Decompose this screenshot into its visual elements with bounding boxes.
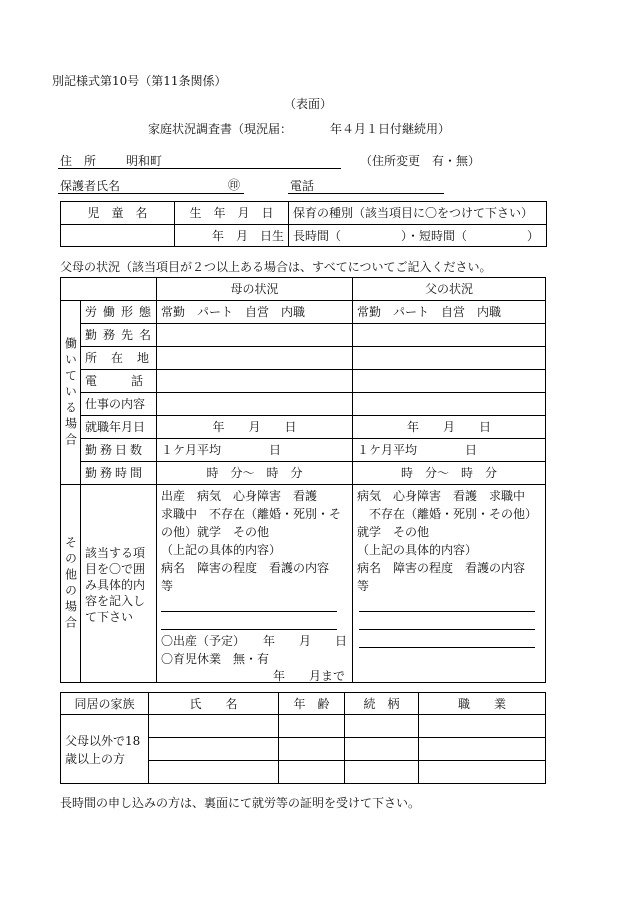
family-table [60, 692, 546, 784]
mother-hire-date[interactable]: 年 月 日 [157, 416, 353, 439]
mother-other-line: 病名 障害の程度 看護の内容 [161, 561, 330, 575]
family-row-label: 父母以外で18歳以上の方 [61, 715, 149, 784]
dob-field[interactable]: 年 月 日生 [175, 225, 289, 247]
row-label: 仕事の内容 [81, 393, 157, 416]
father-other-line: 病気 心身障害 看護 求職中 [357, 489, 526, 503]
father-employer[interactable] [353, 324, 546, 347]
family-occupation-field[interactable] [419, 738, 546, 761]
mother-other-line: 求職中 不存在（離婚・死別・そ [161, 507, 342, 521]
father-detail-line-1 [359, 611, 535, 612]
family-relation-field[interactable] [345, 738, 419, 761]
father-other-line: 就学 その他 [357, 525, 430, 539]
mother-other-line: の他）就学 その他 [161, 525, 270, 539]
family-relation-header: 続 柄 [345, 693, 419, 715]
mother-work-days[interactable]: １ケ月平均 日 [157, 439, 353, 462]
phone-label: 電話 [290, 179, 315, 193]
family-name-field[interactable] [149, 761, 279, 784]
family-header-label: 同居の家族 [61, 693, 149, 715]
family-occupation-header: 職 業 [419, 693, 546, 715]
row-label: 所在地 [81, 347, 157, 370]
father-phone[interactable] [353, 370, 546, 393]
row-label: 勤務先名 [81, 324, 157, 347]
dob-label: 生 年 月 日 [175, 202, 289, 225]
family-age-field[interactable] [279, 715, 345, 738]
mother-work-type[interactable]: 常勤 パート 自営 内職 [157, 301, 353, 324]
father-location[interactable] [353, 347, 546, 370]
childcare-leave-until: 年 月まで [273, 669, 346, 683]
phone-underline [288, 193, 444, 194]
footer-note: 長時間の申し込みの方は、裏面にて就労等の証明を受けて下さい。 [60, 796, 421, 810]
father-work-hours[interactable]: 時 分〜 時 分 [353, 462, 546, 485]
form-title: 家庭状況調査書（現況届： [148, 122, 293, 136]
father-other-cell[interactable] [353, 485, 546, 683]
form-number: 別記様式第10号（第11条関係） [52, 74, 227, 88]
parents-header-blank [61, 278, 157, 301]
mother-employer[interactable] [157, 324, 353, 347]
guardian-label: 保護者氏名 [60, 179, 121, 193]
family-occupation-field[interactable] [419, 761, 546, 784]
parents-note: 父母の状況（該当項目が２つ以上ある場合は、すべてについてご記入ください。 [60, 260, 492, 274]
father-header: 父の状況 [353, 278, 546, 301]
family-relation-field[interactable] [345, 715, 419, 738]
working-label: 働いている場合 [61, 301, 81, 485]
family-name-field[interactable] [149, 738, 279, 761]
mother-detail-line-2 [161, 629, 337, 630]
father-job-content[interactable] [353, 393, 546, 416]
address-underline [58, 168, 341, 169]
other-label: その他の場合 [61, 485, 81, 683]
maternity-line: 〇出産（予定） 年 月 日 [161, 634, 348, 648]
form-title-year: 年４月１日付継続用） [330, 122, 451, 136]
family-age-field[interactable] [279, 738, 345, 761]
mother-location[interactable] [157, 347, 353, 370]
child-name-label: 児 童 名 [61, 202, 175, 225]
family-age-field[interactable] [279, 761, 345, 784]
father-other-line: （上記の具体的内容） [357, 543, 478, 557]
mother-other-line: 出産 病気 心身障害 看護 [161, 489, 318, 503]
seal-mark: ㊞ [228, 178, 241, 192]
row-label: 労働形態 [81, 301, 157, 324]
parents-table [60, 277, 546, 683]
father-detail-line-2 [359, 629, 535, 630]
mother-job-content[interactable] [157, 393, 353, 416]
mother-detail-line-1 [161, 611, 337, 612]
row-label: 勤務日数 [81, 439, 157, 462]
row-label: 就職年月日 [81, 416, 157, 439]
care-type-label: 保育の種別（該当項目に〇をつけて下さい） [289, 202, 547, 225]
care-type-field[interactable]: 長時間（ ）・短時間（ ） [289, 225, 547, 247]
family-occupation-field[interactable] [419, 715, 546, 738]
address-label: 住 所 [60, 154, 97, 168]
child-name-field[interactable] [61, 225, 175, 247]
mother-work-hours[interactable]: 時 分〜 時 分 [157, 462, 353, 485]
father-hire-date[interactable]: 年 月 日 [353, 416, 546, 439]
father-other-line: 等 [357, 579, 370, 593]
address-change: （住所変更 有・無） [360, 154, 481, 168]
child-table [60, 201, 547, 247]
family-name-header: 氏 名 [149, 693, 279, 715]
mother-phone[interactable] [157, 370, 353, 393]
row-label: 勤務時間 [81, 462, 157, 485]
side-indicator: （表面） [284, 97, 333, 111]
family-name-field[interactable] [149, 715, 279, 738]
father-other-line: 不存在（離婚・死別・その他） [369, 507, 538, 521]
father-detail-line-3 [359, 647, 535, 648]
row-label: 電話 [81, 370, 157, 393]
father-work-days[interactable]: １ケ月平均 日 [353, 439, 546, 462]
family-relation-field[interactable] [345, 761, 419, 784]
father-other-line: 病名 障害の程度 看護の内容 [357, 561, 526, 575]
other-instruction: 該当する項目を〇で囲み具体的内容を記入して下さい [81, 485, 157, 683]
mother-other-cell[interactable] [157, 485, 353, 683]
father-work-type[interactable]: 常勤 パート 自営 内職 [353, 301, 546, 324]
address-value[interactable]: 明和町 [126, 154, 163, 168]
mother-other-line: 等 [161, 579, 174, 593]
family-age-header: 年 齢 [279, 693, 345, 715]
childcare-leave-line: 〇育児休業 無・有 [161, 652, 270, 666]
mother-other-line: （上記の具体的内容） [161, 543, 282, 557]
mother-header: 母の状況 [157, 278, 353, 301]
guardian-underline [58, 193, 244, 194]
